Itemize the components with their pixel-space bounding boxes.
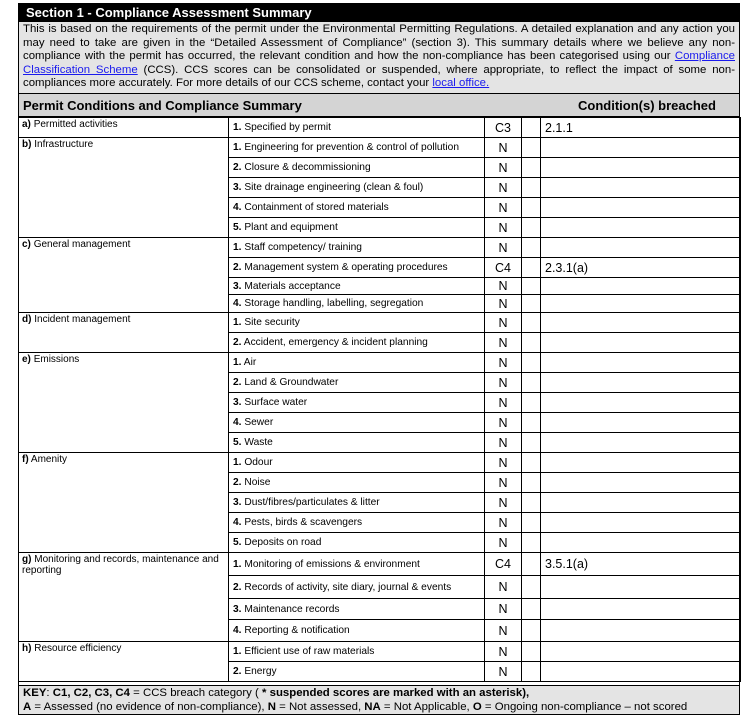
score-cell: N <box>485 238 522 258</box>
condition-number: 5. <box>233 222 242 233</box>
group-letter: c) <box>22 239 31 250</box>
spacer-cell <box>522 118 541 138</box>
score-cell: N <box>485 576 522 599</box>
condition-label: Surface water <box>244 397 308 408</box>
group-cell <box>19 138 229 238</box>
score-cell: N <box>485 599 522 620</box>
breach-cell <box>541 138 741 158</box>
group-letter: d) <box>22 314 32 325</box>
spacer-cell <box>522 599 541 620</box>
group-name: Emissions <box>33 354 80 365</box>
condition-number: 1. <box>233 242 242 253</box>
condition-number: 3. <box>233 280 242 292</box>
section-title: Section 1 - Compliance Assessment Summary <box>19 4 739 22</box>
score-cell: N <box>485 513 522 533</box>
spacer-cell <box>522 433 541 453</box>
spacer-cell <box>522 295 541 313</box>
condition-number: 3. <box>233 497 242 508</box>
compliance-table <box>18 117 741 682</box>
group-cell <box>19 642 229 682</box>
breach-cell <box>541 642 741 662</box>
spacer-cell <box>522 393 541 413</box>
condition-cell <box>229 353 485 373</box>
condition-number: 5. <box>233 437 242 448</box>
score-cell: N <box>485 620 522 642</box>
condition-cell <box>229 453 485 473</box>
group-cell <box>19 553 229 642</box>
spacer-cell <box>522 333 541 353</box>
breach-cell: 2.1.1 <box>541 118 741 138</box>
table-row <box>19 553 741 576</box>
condition-label: Efficient use of raw materials <box>244 646 375 657</box>
spacer-cell <box>522 158 541 178</box>
condition-cell <box>229 576 485 599</box>
condition-label: Deposits on road <box>244 537 322 548</box>
condition-cell <box>229 433 485 453</box>
spacer-cell <box>522 238 541 258</box>
condition-cell <box>229 313 485 333</box>
condition-number: 2. <box>233 262 242 273</box>
score-cell: N <box>485 473 522 493</box>
condition-number: 1. <box>233 646 242 657</box>
breach-cell <box>541 393 741 413</box>
score-cell: N <box>485 295 522 313</box>
breach-cell: 3.5.1(a) <box>541 553 741 576</box>
condition-cell <box>229 118 485 138</box>
score-cell: N <box>485 178 522 198</box>
condition-number: 4. <box>233 417 242 428</box>
table-row <box>19 238 741 258</box>
group-name: Amenity <box>30 454 68 465</box>
condition-number: 1. <box>233 142 242 153</box>
key-n-desc: = Not assessed, <box>275 700 365 713</box>
breach-cell <box>541 576 741 599</box>
spacer-cell <box>522 493 541 513</box>
group-name: General management <box>33 239 131 250</box>
spacer-cell <box>522 513 541 533</box>
score-cell: C4 <box>485 553 522 576</box>
score-cell: N <box>485 433 522 453</box>
breach-cell <box>541 473 741 493</box>
breach-cell <box>541 333 741 353</box>
condition-label: Land & Groundwater <box>244 377 339 388</box>
condition-cell <box>229 642 485 662</box>
spacer-cell <box>522 313 541 333</box>
condition-label: Records of activity, site diary, journal & events <box>244 581 452 593</box>
breach-cell <box>541 178 741 198</box>
breach-cell <box>541 453 741 473</box>
condition-cell <box>229 493 485 513</box>
condition-label: Waste <box>244 437 273 448</box>
key-codes: C1, C2, C3, C4 <box>52 687 130 699</box>
group-name: Incident management <box>34 314 131 325</box>
score-cell: N <box>485 413 522 433</box>
condition-cell <box>229 238 485 258</box>
key-line-2 <box>23 701 735 715</box>
condition-cell <box>229 295 485 313</box>
spacer-cell <box>522 553 541 576</box>
group-name: Resource efficiency <box>34 643 122 654</box>
spacer-cell <box>522 453 541 473</box>
breach-cell <box>541 513 741 533</box>
spacer-cell <box>522 373 541 393</box>
condition-number: 4. <box>233 298 242 309</box>
spacer-cell <box>522 178 541 198</box>
condition-label: Plant and equipment <box>244 222 338 233</box>
breach-cell <box>541 433 741 453</box>
condition-label: Air <box>243 357 257 368</box>
table-row <box>19 353 741 373</box>
score-cell: N <box>485 218 522 238</box>
score-cell: N <box>485 333 522 353</box>
condition-cell <box>229 513 485 533</box>
table-row <box>19 118 741 138</box>
group-cell <box>19 453 229 553</box>
condition-label: Staff competency/ training <box>244 242 362 253</box>
intro-paragraph <box>19 22 739 94</box>
condition-cell <box>229 393 485 413</box>
condition-label: Closure & decommissioning <box>244 162 371 173</box>
group-letter: b) <box>22 139 32 150</box>
breach-cell <box>541 662 741 682</box>
condition-label: Site drainage engineering (clean & foul) <box>244 182 424 193</box>
condition-label: Site security <box>244 317 300 328</box>
condition-label: Maintenance records <box>244 603 340 615</box>
group-cell <box>19 238 229 313</box>
score-cell: N <box>485 453 522 473</box>
spacer-cell <box>522 533 541 553</box>
key-a-code: A <box>23 700 32 713</box>
breach-cell <box>541 218 741 238</box>
conditions-breached-heading: Condition(s) breached <box>578 98 716 113</box>
condition-number: 1. <box>233 558 242 570</box>
condition-label: Reporting & notification <box>244 625 350 636</box>
key-o-code: O <box>472 700 482 713</box>
condition-cell <box>229 662 485 682</box>
condition-cell <box>229 198 485 218</box>
breach-cell <box>541 599 741 620</box>
key-suspended-note: * suspended scores are marked with an asterisk), <box>258 687 530 699</box>
intro-text-2: (CCS). CCS scores can be consolidated or suspended, where appropriate, to reflect the impact of some non-compliances more accurately. For more details of our CCS scheme, contact your <box>23 63 735 90</box>
key-legend <box>19 685 739 714</box>
condition-number: 4. <box>233 202 242 213</box>
condition-label: Sewer <box>244 417 274 428</box>
condition-label: Storage handling, labelling, segregation <box>244 298 424 309</box>
condition-cell <box>229 553 485 576</box>
key-na-code: NA <box>364 700 381 713</box>
spacer-cell <box>522 642 541 662</box>
breach-cell <box>541 198 741 218</box>
condition-cell <box>229 620 485 642</box>
breach-cell <box>541 238 741 258</box>
condition-number: 2. <box>233 377 242 388</box>
group-letter: g) <box>22 554 32 565</box>
spacer-cell <box>522 353 541 373</box>
spacer-cell <box>522 218 541 238</box>
score-cell: N <box>485 313 522 333</box>
breach-cell <box>541 373 741 393</box>
group-name: Infrastructure <box>34 139 94 150</box>
table-row <box>19 138 741 158</box>
spacer-cell <box>522 138 541 158</box>
key-n-code: N <box>267 700 276 713</box>
key-label: KEY <box>23 687 47 699</box>
spacer-cell <box>522 620 541 642</box>
condition-cell <box>229 373 485 393</box>
local-office-link[interactable]: local office. <box>432 77 490 90</box>
breach-cell <box>541 295 741 313</box>
condition-cell <box>229 178 485 198</box>
spacer-cell <box>522 413 541 433</box>
score-cell: N <box>485 373 522 393</box>
score-cell: N <box>485 393 522 413</box>
condition-number: 3. <box>233 182 242 193</box>
condition-cell <box>229 138 485 158</box>
group-cell <box>19 313 229 353</box>
condition-cell <box>229 533 485 553</box>
permit-conditions-heading: Permit Conditions and Compliance Summary <box>23 98 302 113</box>
condition-label: Containment of stored materials <box>244 202 389 213</box>
condition-label: Accident, emergency & incident planning <box>243 337 428 348</box>
condition-number: 1. <box>233 317 242 328</box>
condition-number: 1. <box>233 357 242 368</box>
condition-label: Odour <box>244 457 273 468</box>
score-cell: N <box>485 198 522 218</box>
condition-cell <box>229 473 485 493</box>
group-letter: f) <box>22 454 29 465</box>
table-row <box>19 453 741 473</box>
condition-label: Pests, birds & scavengers <box>244 517 363 528</box>
condition-number: 3. <box>233 397 242 408</box>
condition-label: Energy <box>244 666 277 677</box>
key-o-desc: = Ongoing non-compliance – not scored <box>481 700 688 713</box>
breach-cell <box>541 353 741 373</box>
breach-cell <box>541 493 741 513</box>
condition-label: Specified by permit <box>244 122 331 133</box>
score-cell: N <box>485 533 522 553</box>
breach-cell <box>541 413 741 433</box>
condition-label: Management system & operating procedures <box>244 262 448 273</box>
group-letter: a) <box>22 119 31 130</box>
condition-number: 2. <box>233 337 242 348</box>
breach-cell <box>541 278 741 295</box>
ccs-link[interactable]: Compliance Classification Scheme <box>23 50 735 76</box>
breach-cell <box>541 620 741 642</box>
key-na-desc: = Not Applicable, <box>380 700 473 713</box>
table-row <box>19 642 741 662</box>
condition-label: Materials acceptance <box>244 280 341 292</box>
score-cell: N <box>485 642 522 662</box>
group-letter: e) <box>22 354 31 365</box>
condition-number: 2. <box>233 477 242 488</box>
key-a-desc: = Assessed (no evidence of non-compliance), <box>31 700 268 713</box>
spacer-cell <box>522 662 541 682</box>
intro-text-1: This is based on the requirements of the permit under the Environmental Permitting Regulations. A detailed explanation and any action you may need to take are given in the “Detailed Assessment of Compliance” (section 3). This summary details where we believe any non-compliance with the permit has occurred, the relevant condition and how the non-compliance has been categorised using our <box>23 23 735 63</box>
condition-cell <box>229 278 485 295</box>
score-cell: N <box>485 278 522 295</box>
score-cell: N <box>485 493 522 513</box>
condition-cell <box>229 158 485 178</box>
condition-number: 4. <box>233 517 242 528</box>
condition-number: 1. <box>233 457 242 468</box>
score-cell: N <box>485 353 522 373</box>
score-cell: N <box>485 138 522 158</box>
key-line-1: KEY: C1, C2, C3, C4 = CCS breach category ( * suspended scores are marked with an asterisk), <box>23 687 530 699</box>
score-cell: N <box>485 158 522 178</box>
breach-cell <box>541 313 741 333</box>
condition-number: 5. <box>233 537 242 548</box>
table-row <box>19 313 741 333</box>
spacer-cell <box>522 576 541 599</box>
condition-number: 2. <box>233 581 242 593</box>
score-cell: C4 <box>485 258 522 278</box>
key-codes-desc: = CCS breach category ( <box>130 687 259 699</box>
condition-label: Noise <box>244 477 271 488</box>
score-cell: N <box>485 662 522 682</box>
group-cell <box>19 118 229 138</box>
condition-number: 2. <box>233 162 242 173</box>
spacer-cell <box>522 258 541 278</box>
condition-cell <box>229 413 485 433</box>
condition-cell <box>229 333 485 353</box>
spacer-cell <box>522 198 541 218</box>
condition-cell <box>229 599 485 620</box>
breach-cell <box>541 533 741 553</box>
condition-number: 2. <box>233 666 242 677</box>
score-cell: C3 <box>485 118 522 138</box>
compliance-summary-page <box>18 3 740 715</box>
group-name: Permitted activities <box>33 119 118 130</box>
condition-number: 4. <box>233 625 242 636</box>
condition-label: Monitoring of emissions & environment <box>244 558 420 570</box>
table-subheader <box>19 94 739 117</box>
condition-label: Engineering for prevention & control of pollution <box>244 142 459 153</box>
condition-cell <box>229 218 485 238</box>
condition-label: Dust/fibres/particulates & litter <box>244 497 380 508</box>
spacer-cell <box>522 473 541 493</box>
condition-number: 3. <box>233 603 242 615</box>
condition-cell <box>229 258 485 278</box>
spacer-cell <box>522 278 541 295</box>
breach-cell: 2.3.1(a) <box>541 258 741 278</box>
group-cell <box>19 353 229 453</box>
group-letter: h) <box>22 643 32 654</box>
breach-cell <box>541 158 741 178</box>
group-name: Monitoring and records, maintenance and reporting <box>22 554 219 576</box>
condition-number: 1. <box>233 122 242 133</box>
